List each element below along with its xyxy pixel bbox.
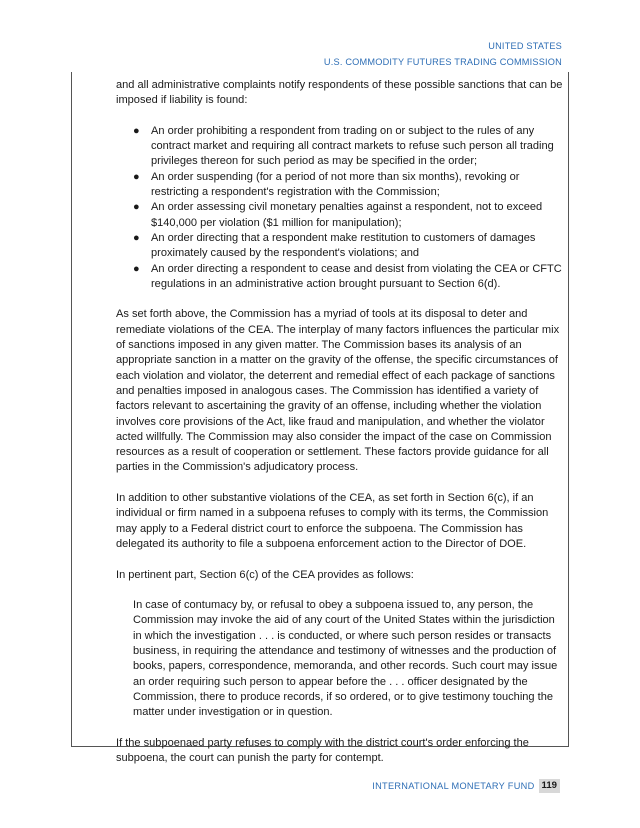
list-item — [116, 170, 566, 201]
list-item — [116, 262, 566, 293]
bullet-icon: ● — [133, 262, 140, 275]
bullet-icon: ● — [133, 231, 140, 244]
sanctions-list — [116, 124, 566, 292]
bullet-icon: ● — [133, 124, 140, 137]
footer — [372, 779, 560, 793]
header-country: UNITED STATES — [488, 41, 562, 51]
paragraph-sanctions-analysis: As set forth above, the Commission has a myriad of tools at its disposal to deter and remediate violations of the CEA. The interplay of many factors influences the particular mix of sanctions imposed in any given matter. The Commission bases its analysis of an appropriate sanction in a matter on the gravity of the offense, the specific circumstances of each violation and violator, the deterrent and remedial effect of each package of sanctions and penalties imposed in analogous cases. The Commission has identified a variety of factors relevant to ascertaining the gravity of an offense, including whether the violation involves core provisions of the Act, like fraud and manipulation, and whether the violator acted willfully. The Commission may also consider the impact of the case on Commission resources as a result of cooperation or settlement. These factors provide guidance for all parties in the Commission's adjudicatory process. — [116, 308, 560, 474]
list-item-text: An order directing that a respondent make restitution to customers of damages proximately caused by the respondent's violations; and — [151, 231, 536, 260]
paragraph-section-6c-intro: In pertinent part, Section 6(c) of the CEA provides as follows: — [116, 568, 414, 581]
bullet-icon: ● — [133, 170, 140, 183]
page-number: 119 — [539, 779, 560, 793]
paragraph-contempt: If the subpoenaed party refuses to comply with the district court's order enforcing the subpoena, the court can punish the party for contempt. — [116, 736, 529, 765]
list-item-text: An order suspending (for a period of not more than six months), revoking or restricting a respondent's registration with the Commission; — [151, 170, 520, 199]
list-item — [116, 231, 566, 262]
header-agency: U.S. COMMODITY FUTURES TRADING COMMISSION — [323, 57, 562, 67]
list-item-text: An order assessing civil monetary penalties against a respondent, not to exceed $140,000 per violation ($1 million for manipulation); — [151, 201, 543, 229]
list-item-text: An order directing a respondent to cease and desist from violating the CEA or CFTC regulations in an administrative action brought pursuant to Section 6(d). — [151, 262, 562, 290]
block-quote: In case of contumacy by, or refusal to obey a subpoena issued to, any person, the Commission may invoke the aid of any court of the United States within the jurisdiction in which the investigation . . . is conducted, or where such person resides or transacts business, in requiring the attendance and testimony of witnesses and the production of books, papers, correspondence, memoranda, and other records. Such court may issue an order requiring such person to appear before the . . . officer designated by the Commission, there to produce records, if so ordered, or to give testimony touching the matter under investigation or in question. — [133, 599, 558, 719]
footer-label: INTERNATIONAL MONETARY FUND — [372, 781, 535, 791]
bullet-icon: ● — [133, 201, 140, 214]
list-item — [116, 200, 566, 231]
intro-paragraph: and all administrative complaints notify respondents of these possible sanctions that can be imposed if liability is found: — [116, 79, 563, 107]
document-body — [116, 78, 566, 766]
list-item-text: An order prohibiting a respondent from trading on or subject to the rules of any contract market and requiring all contract markets to refuse such person all trading privileges thereon for such period as may be specified in the order; — [151, 124, 554, 168]
paragraph-subpoena: In addition to other substantive violations of the CEA, as set forth in Section 6(c), if an individual or firm named in a subpoena refuses to comply with its terms, the Commission may apply to a Federal district court to enforce the subpoena. The Commission has delegated its authority to file a subpoena enforcement action to the Director of DOE. — [116, 492, 549, 550]
list-item — [116, 124, 566, 170]
